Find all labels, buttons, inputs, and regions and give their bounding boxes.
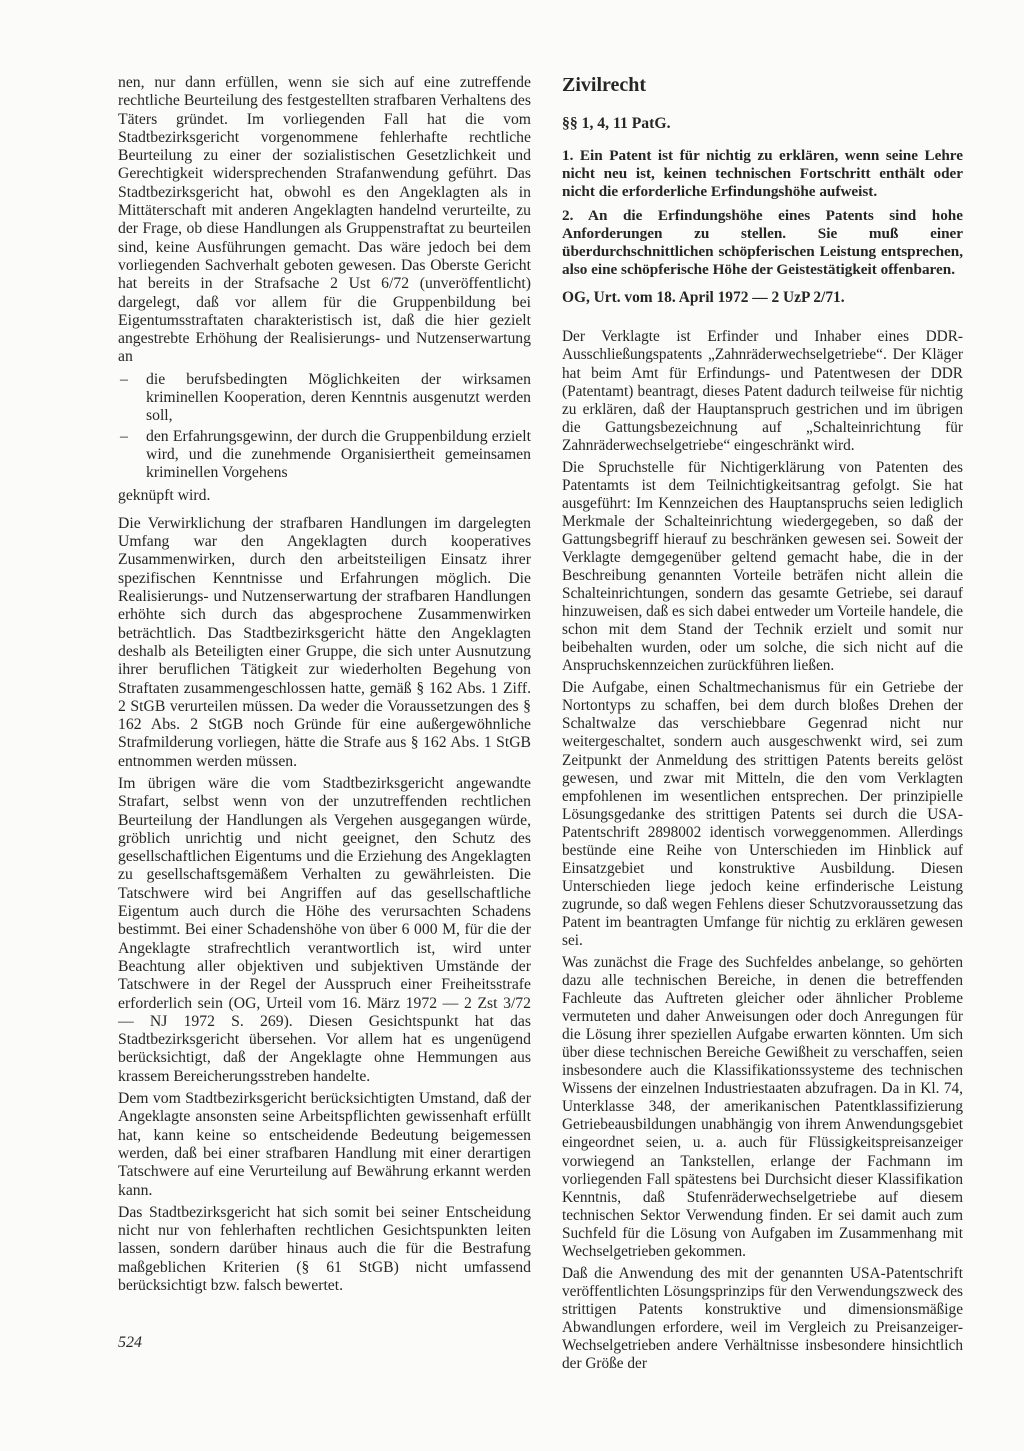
paragraph: Die Verwirklichung der strafbaren Handlungen im dargelegten Umfang war den Angeklagten durch kooperatives Zusammenwirken, durch den arbeitsteiligen Einsatz ihrer spezifischen Kenntnisse und Erfahrungen möglich. Die Realisierungs- und Nutzenserwartung der strafbaren Handlungen erhöhte sich durch das abgesprochene Zusammenwirken beträchtlich. Das Stadtbezirksgericht hätte den Angeklagten deshalb als Beteiligten einer Gruppe, die sich unter Ausnutzung ihrer beruflichen Tätigkeit zur wiederholten Begehung von Straftaten zusammengeschlossen hatte, gemäß § 162 Abs. 1 Ziff. 2 StGB verurteilen müssen. Da weder die Voraussetzungen des § 162 Abs. 2 StGB noch Gründe für eine außergewöhnliche Strafmilderung vorliegen, hätte die Strafe aus § 162 Abs. 1 StGB entnommen werden müssen. xyxy=(118,514,531,770)
law-reference: §§ 1, 4, 11 PatG. xyxy=(562,115,671,132)
paragraph: Was zunächst die Frage des Suchfeldes anbelange, so gehörten dazu alle technischen Bereiche, in denen die betreffenden Fachleute das Auftreten gleicher oder ähnlicher Probleme vermuteten und daher Anweisungen oder doch Anregungen für die Lösung ihrer speziellen Aufgabe erwarten könnten. Um sich über diese technischen Bereiche Gewißheit zu verschaffen, seien insbesondere auch die Klassifikationssysteme des technischen Wissens der einzelnen Industriestaaten abzufragen. Da in Kl. 74, Unterklasse 348, der amerikanischen Patentklassifizierung Getriebeausbildungen unabhängig von ihrem Anwendungsgebiet eingeordnet seien, u. a. auch für Flüssigkeitspreisanzeiger vorwiegend an Tankstellen, erlange der Fachmann im vorliegenden Fall spätestens bei Durchsicht dieser Klassifikation Kenntnis, daß Stufenräderwechselgetriebe auf diesem technischen Sektor Verwendung finden. Er sei damit auch zum Suchfeld für die Lösung von Aufgaben im Zusammenhang mit Wechselgetrieben gekommen. xyxy=(562,954,963,1260)
list-item: – den Erfahrungsgewinn, der durch die Gruppenbildung erzielt wird, und die zunehmende Organisiertheit gemeinsamen kriminellen Vorgehens xyxy=(118,428,531,483)
right-column xyxy=(562,74,963,1377)
paragraph: Die Spruchstelle für Nichtigerklärung von Patenten des Patentamts ist dem Teilnichtigkeitsantrag gefolgt. Sie hat ausgeführt: Im Kennzeichen des Hauptanspruchs seien lediglich Merkmale der Schalteinrichtung wiedergegeben, so daß der Gattungsbegriff hierauf zu beschränken gewesen sei. Soweit der Verklagte demgegenüber geltend gemacht habe, die in der Beschreibung genannten Vorteile beträfen nicht allein die Schalteinrichtungen, sondern das gesamte Getriebe, sei darauf hinzuweisen, daß es sich dabei entweder um Vorteile handele, die schon mit dem Stand der Technik erzielt und somit nur beibehalten wurden, oder um solche, die sich nicht auf die Anspruchskennzeichen zurückführen ließen. xyxy=(562,458,963,675)
paragraph: Daß die Anwendung des mit der genannten USA-Patentschrift veröffentlichten Lösungsprinzips für den Verwendungszweck des strittigen Patents konstruktive und dimensionsmäßige Abwandlungen erfordere, weil im Vergleich zu Preisanzeiger-Wechselgetrieben andere Verhältnisse insbesondere hinsichtlich der Größe der xyxy=(562,1264,963,1373)
list-item: – die berufsbedingten Möglichkeiten der wirksamen kriminellen Kooperation, deren Kenntnis ausgenutzt werden soll, xyxy=(118,371,531,426)
paragraph: geknüpft wird. xyxy=(118,486,211,504)
paragraph: Die Aufgabe, einen Schaltmechanismus für ein Getriebe der Nortontyps zu schaffen, bei dem durch bloßes Drehen der Schaltwalze das verschiebbare Gegenrad nicht nur weitergeschaltet, sondern auch ausgeschwenkt wird, sei zum Zeitpunkt der Anmeldung des strittigen Patents bereits gelöst gewesen, und zwar mit Mitteln, die den vom Verklagten empfohlenen im wesentlichen entsprechen. Der prinzipielle Lösungsgedanke des strittigen Patents sei durch die USA-Patentschrift 2898002 identisch vorweggenommen. Allerdings bestünde eine Reihe von Unterschieden im Hinblick auf Einsatzgebiet und konstruktive Ausbildung. Diesen Unterschieden liege jedoch keine erfinderische Leistung zugrunde, so daß wegen Fehlens dieser Schutzvoraussetzung das Patent im beantragten Umfange für nichtig zu erklären gewesen sei. xyxy=(562,679,963,949)
paragraph: Dem vom Stadtbezirksgericht berücksichtigten Umstand, daß der Angeklagte ansonsten seine Arbeitspflichten gewissenhaft erfüllt hat, kann keine so entscheidende Bedeutung beigemessen werden, daß bei einer strafbaren Handlung mit einer derartigen Tatschwere auf eine Verurteilung auf Bewährung erkannt werden kann. xyxy=(118,1090,531,1199)
paragraph: Das Stadtbezirksgericht hat sich somit bei seiner Entscheidung nicht nur von fehlerhaften rechtlichen Gesichtspunkten leiten lassen, sondern darüber hinaus auch die für die Bestrafung maßgeblichen Kriterien (§ 61 StGB) nicht umfassend berücksichtigt bzw. falsch bewertet. xyxy=(118,1203,531,1294)
dash-list xyxy=(118,371,531,483)
headnote-1: 1. Ein Patent ist für nichtig zu erklären, wenn seine Lehre nicht neu ist, keinen technischen Fortschritt enthält oder nicht die erforderliche Erfindungshöhe aufweist. xyxy=(562,147,963,201)
court-citation: OG, Urt. vom 18. April 1972 — 2 UzP 2/71. xyxy=(562,289,845,307)
left-column xyxy=(118,74,531,1299)
section-heading: Zivilrecht xyxy=(562,74,647,96)
headnote-2: 2. An die Erfindungshöhe eines Patents sind hohe Anforderungen zu stellen. Sie muß einer überdurchschnittlichen schöpferischen Leistung entsprechen, also eine schöpferische Höhe der Geistestätigkeit offenbaren. xyxy=(562,206,963,279)
paragraph: nen, nur dann erfüllen, wenn sie sich auf eine zutreffende rechtliche Beurteilung des festgestellten strafbaren Verhaltens des Täters gründet. Im vorliegenden Fall hat die vom Stadtbezirksgericht vorgenommene fehlerhafte rechtliche Beurteilung zu einer der sozialistischen Gesetzlichkeit und Gerechtigkeit widersprechenden Strafanwendung geführt. Das Stadtbezirksgericht hat, obwohl es den Angeklagten als in Mittäterschaft mit anderen Angeklagten handelnd verurteilte, zu der Frage, ob diese Handlungen als Gruppenstraftat zu beurteilen sind, keine Ausführungen gemacht. Das wäre jedoch bei dem vorliegenden Sachverhalt geboten gewesen. Das Oberste Gericht hat bereits in der Strafsache 2 Ust 6/72 (unveröffentlicht) dargelegt, daß vor allem für die Gruppenbildung bei Eigentumsstraftaten charakteristisch ist, daß die hier gezielt angestrebte Erhöhung der Realisierungs- und Nutzenserwartung an xyxy=(118,74,531,366)
paragraph: Im übrigen wäre die vom Stadtbezirksgericht angewandte Strafart, selbst wenn von der unzutreffenden rechtlichen Beurteilung der Handlungen als Vergehen ausgegangen würde, gröblich unrichtig und nicht geeignet, den Schutz des gesellschaftlichen Eigentums und die Erziehung des Angeklagten zu gesellschaftsgemäßem Verhalten zu gewährleisten. Die Tatschwere wird bei Angriffen auf das gesellschaftliche Eigentum auch durch die Höhe des verursachten Schadens bestimmt. Bei einer Schadenshöhe von über 6 000 M, für die der Angeklagte strafrechtlich verantwortlich ist, wird unter Beachtung aller objektiven und subjektiven Umstände der Tatschwere in der Regel der Ausspruch einer Freiheitsstrafe erforderlich sein (OG, Urteil vom 16. März 1972 — 2 Zst 3/72 — NJ 1972 S. 269). Diesen Gesichtspunkt hat das Stadtbezirksgericht übersehen. Vor allem hat es ungenügend berücksichtigt, daß der Angeklagte ohne Hemmungen aus krassem Bereicherungsstreben handelte. xyxy=(118,774,531,1085)
page-number: 524 xyxy=(118,1334,142,1351)
paragraph: Der Verklagte ist Erfinder und Inhaber eines DDR-Ausschließungspatents „Zahnräderwechselgetriebe“. Der Kläger hat beim Amt für Erfindungs- und Patentwesen der DDR (Patentamt) beantragt, dieses Patent dadurch teilweise für nichtig zu erklären, daß der Hauptanspruch gestrichen und im übrigen die Gattungsbezeichnung auf „Schalteinrichtung für Zahnräderwechselgetriebe“ eingeschränkt wird. xyxy=(562,328,963,454)
